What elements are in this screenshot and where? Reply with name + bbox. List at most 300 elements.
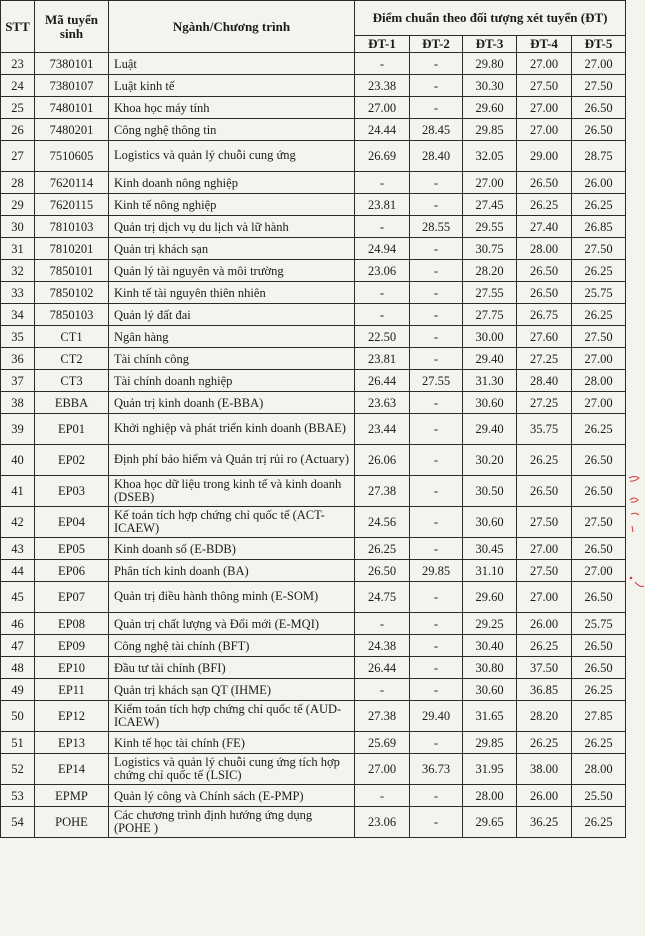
row-score-dt1: - [355, 216, 410, 238]
table-row [1, 507, 626, 538]
row-score-dt3: 29.40 [463, 348, 517, 370]
row-score-dt5: 26.25 [572, 679, 626, 701]
row-score-dt2: - [410, 194, 463, 216]
row-score-dt4: 26.50 [517, 476, 572, 507]
row-score-dt5: 27.00 [572, 348, 626, 370]
row-score-dt3: 31.65 [463, 701, 517, 732]
row-score-dt4: 28.40 [517, 370, 572, 392]
row-score-dt4: 37.50 [517, 657, 572, 679]
row-score-dt3: 29.80 [463, 53, 517, 75]
row-stt: 24 [1, 75, 35, 97]
row-stt: 48 [1, 657, 35, 679]
row-score-dt3: 29.85 [463, 119, 517, 141]
row-score-dt5: 27.50 [572, 507, 626, 538]
table-row [1, 75, 626, 97]
row-score-dt5: 26.25 [572, 807, 626, 838]
row-score-dt2: - [410, 238, 463, 260]
row-score-dt3: 30.60 [463, 507, 517, 538]
row-score-dt4: 38.00 [517, 754, 572, 785]
row-code: EP13 [35, 732, 109, 754]
row-score-dt2: - [410, 538, 463, 560]
row-major-name: Logistics và quản lý chuỗi cung ứng [109, 141, 355, 172]
row-score-dt2: - [410, 326, 463, 348]
row-score-dt4: 36.85 [517, 679, 572, 701]
row-score-dt4: 27.50 [517, 75, 572, 97]
row-score-dt3: 30.20 [463, 445, 517, 476]
row-stt: 52 [1, 754, 35, 785]
table-row [1, 807, 626, 838]
row-score-dt4: 27.60 [517, 326, 572, 348]
row-score-dt1: 26.06 [355, 445, 410, 476]
row-major-name: Quản trị kinh doanh (E-BBA) [109, 392, 355, 414]
row-major-name: Khoa học máy tính [109, 97, 355, 119]
row-score-dt2: - [410, 445, 463, 476]
row-major-name: Ngân hàng [109, 326, 355, 348]
row-code: 7810103 [35, 216, 109, 238]
row-major-name: Quản lý tài nguyên và môi trường [109, 260, 355, 282]
table-row [1, 445, 626, 476]
row-code: 7850103 [35, 304, 109, 326]
row-score-dt2: 29.85 [410, 560, 463, 582]
row-stt: 29 [1, 194, 35, 216]
row-score-dt5: 26.25 [572, 260, 626, 282]
row-score-dt2: - [410, 785, 463, 807]
row-major-name: Tài chính công [109, 348, 355, 370]
row-score-dt5: 28.00 [572, 754, 626, 785]
header-stt: STT [1, 1, 35, 53]
table-row [1, 172, 626, 194]
row-score-dt2: - [410, 476, 463, 507]
row-code: 7380107 [35, 75, 109, 97]
row-score-dt3: 29.60 [463, 97, 517, 119]
row-major-name: Kinh doanh nông nghiệp [109, 172, 355, 194]
row-score-dt1: 23.81 [355, 194, 410, 216]
row-score-dt5: 26.50 [572, 445, 626, 476]
row-score-dt5: 27.50 [572, 75, 626, 97]
row-major-name: Công nghệ tài chính (BFT) [109, 635, 355, 657]
row-score-dt1: 26.50 [355, 560, 410, 582]
row-stt: 33 [1, 282, 35, 304]
row-score-dt4: 26.50 [517, 260, 572, 282]
row-score-dt4: 28.00 [517, 238, 572, 260]
table-row [1, 754, 626, 785]
row-score-dt1: 24.94 [355, 238, 410, 260]
table-row [1, 785, 626, 807]
row-major-name: Định phí bảo hiểm và Quản trị rủi ro (Actuary) [109, 445, 355, 476]
row-code: 7850102 [35, 282, 109, 304]
table-row [1, 582, 626, 613]
table-row [1, 348, 626, 370]
row-stt: 41 [1, 476, 35, 507]
row-code: 7620115 [35, 194, 109, 216]
row-code: 7510605 [35, 141, 109, 172]
row-score-dt4: 29.00 [517, 141, 572, 172]
row-stt: 23 [1, 53, 35, 75]
row-score-dt3: 27.75 [463, 304, 517, 326]
row-score-dt4: 27.50 [517, 560, 572, 582]
row-code: EP07 [35, 582, 109, 613]
row-score-dt4: 27.25 [517, 392, 572, 414]
table-row [1, 613, 626, 635]
row-score-dt2: 28.45 [410, 119, 463, 141]
row-code: 7620114 [35, 172, 109, 194]
row-score-dt5: 25.50 [572, 785, 626, 807]
row-score-dt5: 26.50 [572, 538, 626, 560]
row-score-dt3: 29.65 [463, 807, 517, 838]
row-score-dt3: 28.00 [463, 785, 517, 807]
row-score-dt3: 30.40 [463, 635, 517, 657]
row-major-name: Quản lý đất đai [109, 304, 355, 326]
table-row [1, 392, 626, 414]
row-stt: 53 [1, 785, 35, 807]
row-score-dt4: 27.00 [517, 538, 572, 560]
row-score-dt3: 31.10 [463, 560, 517, 582]
row-stt: 46 [1, 613, 35, 635]
table-row [1, 282, 626, 304]
row-score-dt4: 26.50 [517, 282, 572, 304]
row-score-dt4: 27.50 [517, 507, 572, 538]
row-score-dt1: - [355, 304, 410, 326]
row-code: EP14 [35, 754, 109, 785]
row-score-dt2: - [410, 53, 463, 75]
row-score-dt5: 27.00 [572, 53, 626, 75]
table-row [1, 701, 626, 732]
row-score-dt2: - [410, 304, 463, 326]
header-dt2: ĐT-2 [410, 36, 463, 53]
row-score-dt5: 26.50 [572, 635, 626, 657]
table-row [1, 679, 626, 701]
row-code: EP10 [35, 657, 109, 679]
row-stt: 38 [1, 392, 35, 414]
table-row [1, 141, 626, 172]
row-code: 7810201 [35, 238, 109, 260]
row-score-dt1: - [355, 613, 410, 635]
row-score-dt5: 26.25 [572, 414, 626, 445]
row-score-dt5: 26.50 [572, 119, 626, 141]
row-score-dt3: 30.30 [463, 75, 517, 97]
row-score-dt1: 27.38 [355, 701, 410, 732]
row-score-dt1: 24.56 [355, 507, 410, 538]
row-score-dt5: 26.50 [572, 97, 626, 119]
row-stt: 47 [1, 635, 35, 657]
table-row [1, 326, 626, 348]
row-score-dt3: 29.85 [463, 732, 517, 754]
row-score-dt4: 27.00 [517, 119, 572, 141]
row-score-dt1: 27.00 [355, 97, 410, 119]
row-stt: 26 [1, 119, 35, 141]
row-score-dt5: 26.00 [572, 172, 626, 194]
row-code: EP06 [35, 560, 109, 582]
row-score-dt1: 24.75 [355, 582, 410, 613]
row-major-name: Logistics và quản lý chuỗi cung ứng tích hợp chứng chỉ quốc tế (LSIC) [109, 754, 355, 785]
header-code: Mã tuyển sinh [35, 1, 109, 53]
header-dt3: ĐT-3 [463, 36, 517, 53]
row-score-dt4: 26.50 [517, 172, 572, 194]
row-score-dt5: 27.00 [572, 392, 626, 414]
table-row [1, 560, 626, 582]
row-score-dt2: - [410, 260, 463, 282]
row-stt: 51 [1, 732, 35, 754]
row-score-dt2: - [410, 172, 463, 194]
row-score-dt5: 26.50 [572, 582, 626, 613]
row-stt: 25 [1, 97, 35, 119]
row-score-dt3: 30.60 [463, 392, 517, 414]
row-score-dt2: - [410, 414, 463, 445]
row-score-dt3: 28.20 [463, 260, 517, 282]
row-stt: 34 [1, 304, 35, 326]
row-stt: 35 [1, 326, 35, 348]
row-score-dt1: - [355, 53, 410, 75]
row-score-dt2: - [410, 97, 463, 119]
header-row [1, 1, 626, 36]
row-major-name: Phân tích kinh doanh (BA) [109, 560, 355, 582]
row-score-dt5: 25.75 [572, 613, 626, 635]
row-score-dt5: 26.25 [572, 194, 626, 216]
row-code: EP03 [35, 476, 109, 507]
header-score-group: Điểm chuẩn theo đối tượng xét tuyển (ĐT) [355, 1, 626, 36]
row-code: POHE [35, 807, 109, 838]
row-stt: 28 [1, 172, 35, 194]
row-score-dt1: 22.50 [355, 326, 410, 348]
row-score-dt1: 26.25 [355, 538, 410, 560]
row-score-dt4: 27.00 [517, 53, 572, 75]
row-score-dt2: - [410, 348, 463, 370]
row-score-dt5: 28.75 [572, 141, 626, 172]
row-score-dt1: 23.81 [355, 348, 410, 370]
table-row [1, 260, 626, 282]
row-score-dt4: 26.25 [517, 635, 572, 657]
row-major-name: Quản trị chất lượng và Đổi mới (E-MQI) [109, 613, 355, 635]
row-code: 7480101 [35, 97, 109, 119]
row-stt: 49 [1, 679, 35, 701]
row-score-dt4: 27.00 [517, 582, 572, 613]
row-score-dt4: 26.25 [517, 732, 572, 754]
row-code: 7380101 [35, 53, 109, 75]
row-score-dt4: 36.25 [517, 807, 572, 838]
row-score-dt5: 27.85 [572, 701, 626, 732]
table-row [1, 304, 626, 326]
row-score-dt4: 26.00 [517, 613, 572, 635]
row-score-dt2: - [410, 679, 463, 701]
table-row [1, 538, 626, 560]
row-code: EP05 [35, 538, 109, 560]
row-score-dt3: 29.60 [463, 582, 517, 613]
row-score-dt2: - [410, 582, 463, 613]
row-score-dt2: 27.55 [410, 370, 463, 392]
row-score-dt3: 32.05 [463, 141, 517, 172]
row-stt: 54 [1, 807, 35, 838]
row-score-dt5: 26.25 [572, 732, 626, 754]
row-score-dt1: 26.69 [355, 141, 410, 172]
row-major-name: Khoa học dữ liệu trong kinh tế và kinh doanh (DSEB) [109, 476, 355, 507]
row-stt: 30 [1, 216, 35, 238]
row-score-dt3: 27.45 [463, 194, 517, 216]
row-score-dt5: 27.50 [572, 326, 626, 348]
table-row [1, 414, 626, 445]
row-score-dt1: - [355, 282, 410, 304]
row-score-dt5: 27.00 [572, 560, 626, 582]
row-stt: 39 [1, 414, 35, 445]
table-row [1, 732, 626, 754]
row-score-dt2: 28.55 [410, 216, 463, 238]
row-score-dt4: 27.25 [517, 348, 572, 370]
row-score-dt3: 30.75 [463, 238, 517, 260]
row-code: 7850101 [35, 260, 109, 282]
row-major-name: Quản trị điều hành thông minh (E-SOM) [109, 582, 355, 613]
row-stt: 32 [1, 260, 35, 282]
row-score-dt1: 23.06 [355, 260, 410, 282]
row-score-dt1: 27.00 [355, 754, 410, 785]
row-major-name: Kinh tế tài nguyên thiên nhiên [109, 282, 355, 304]
table-row [1, 238, 626, 260]
row-major-name: Công nghệ thông tin [109, 119, 355, 141]
row-score-dt4: 35.75 [517, 414, 572, 445]
row-code: EPMP [35, 785, 109, 807]
row-score-dt3: 29.55 [463, 216, 517, 238]
row-score-dt3: 29.25 [463, 613, 517, 635]
table-row [1, 216, 626, 238]
row-code: CT1 [35, 326, 109, 348]
header-dt5: ĐT-5 [572, 36, 626, 53]
row-code: EBBA [35, 392, 109, 414]
header-major: Ngành/Chương trình [109, 1, 355, 53]
table-body [1, 53, 626, 838]
row-score-dt5: 27.50 [572, 238, 626, 260]
row-score-dt4: 26.75 [517, 304, 572, 326]
row-score-dt5: 28.00 [572, 370, 626, 392]
row-score-dt3: 29.40 [463, 414, 517, 445]
row-score-dt2: 29.40 [410, 701, 463, 732]
row-score-dt1: 27.38 [355, 476, 410, 507]
row-score-dt1: 26.44 [355, 657, 410, 679]
row-score-dt2: 36.73 [410, 754, 463, 785]
row-stt: 45 [1, 582, 35, 613]
handwritten-red-marks [627, 470, 645, 610]
row-score-dt5: 26.50 [572, 476, 626, 507]
row-score-dt3: 27.00 [463, 172, 517, 194]
row-major-name: Luật [109, 53, 355, 75]
row-score-dt4: 26.25 [517, 194, 572, 216]
row-score-dt3: 30.80 [463, 657, 517, 679]
row-stt: 27 [1, 141, 35, 172]
row-score-dt2: - [410, 613, 463, 635]
row-code: EP09 [35, 635, 109, 657]
row-score-dt2: - [410, 282, 463, 304]
row-score-dt2: - [410, 507, 463, 538]
row-major-name: Quản trị dịch vụ du lịch và lữ hành [109, 216, 355, 238]
row-score-dt5: 26.50 [572, 657, 626, 679]
row-code: CT3 [35, 370, 109, 392]
row-major-name: Đầu tư tài chính (BFI) [109, 657, 355, 679]
row-score-dt2: - [410, 75, 463, 97]
row-stt: 50 [1, 701, 35, 732]
row-score-dt1: 24.38 [355, 635, 410, 657]
row-score-dt4: 26.25 [517, 445, 572, 476]
row-stt: 44 [1, 560, 35, 582]
row-stt: 42 [1, 507, 35, 538]
row-score-dt1: - [355, 172, 410, 194]
row-score-dt1: 23.38 [355, 75, 410, 97]
row-major-name: Kinh tế học tài chính (FE) [109, 732, 355, 754]
row-stt: 40 [1, 445, 35, 476]
header-dt1: ĐT-1 [355, 36, 410, 53]
row-score-dt4: 26.00 [517, 785, 572, 807]
row-score-dt1: 25.69 [355, 732, 410, 754]
row-score-dt4: 27.40 [517, 216, 572, 238]
row-major-name: Kinh doanh số (E-BDB) [109, 538, 355, 560]
row-major-name: Kinh tế nông nghiệp [109, 194, 355, 216]
row-score-dt2: - [410, 635, 463, 657]
row-stt: 43 [1, 538, 35, 560]
row-score-dt2: - [410, 657, 463, 679]
row-score-dt4: 27.00 [517, 97, 572, 119]
row-score-dt5: 25.75 [572, 282, 626, 304]
row-major-name: Kế toán tích hợp chứng chỉ quốc tế (ACT-ICAEW) [109, 507, 355, 538]
table-row [1, 370, 626, 392]
table-row [1, 476, 626, 507]
row-code: EP12 [35, 701, 109, 732]
row-score-dt1: - [355, 679, 410, 701]
row-major-name: Khởi nghiệp và phát triển kinh doanh (BBAE) [109, 414, 355, 445]
row-score-dt3: 30.50 [463, 476, 517, 507]
row-code: EP04 [35, 507, 109, 538]
row-score-dt2: 28.40 [410, 141, 463, 172]
row-score-dt3: 30.60 [463, 679, 517, 701]
row-score-dt1: 23.44 [355, 414, 410, 445]
row-score-dt3: 31.30 [463, 370, 517, 392]
table-row [1, 635, 626, 657]
row-score-dt5: 26.25 [572, 304, 626, 326]
table-row [1, 657, 626, 679]
table-row [1, 53, 626, 75]
row-score-dt3: 30.45 [463, 538, 517, 560]
row-code: EP08 [35, 613, 109, 635]
row-score-dt4: 28.20 [517, 701, 572, 732]
row-major-name: Các chương trình định hướng ứng dụng (POHE ) [109, 807, 355, 838]
row-code: EP11 [35, 679, 109, 701]
row-score-dt3: 27.55 [463, 282, 517, 304]
row-stt: 37 [1, 370, 35, 392]
table-row [1, 119, 626, 141]
row-major-name: Quản trị khách sạn [109, 238, 355, 260]
header-dt4: ĐT-4 [517, 36, 572, 53]
row-score-dt1: - [355, 785, 410, 807]
row-score-dt5: 26.85 [572, 216, 626, 238]
row-score-dt1: 23.63 [355, 392, 410, 414]
row-score-dt2: - [410, 807, 463, 838]
row-major-name: Kiểm toán tích hợp chứng chỉ quốc tế (AUD-ICAEW) [109, 701, 355, 732]
row-major-name: Quản trị khách sạn QT (IHME) [109, 679, 355, 701]
row-code: 7480201 [35, 119, 109, 141]
row-score-dt3: 30.00 [463, 326, 517, 348]
row-score-dt1: 23.06 [355, 807, 410, 838]
row-stt: 36 [1, 348, 35, 370]
row-stt: 31 [1, 238, 35, 260]
row-major-name: Tài chính doanh nghiệp [109, 370, 355, 392]
row-major-name: Luật kinh tế [109, 75, 355, 97]
row-score-dt1: 26.44 [355, 370, 410, 392]
row-code: CT2 [35, 348, 109, 370]
table-row [1, 194, 626, 216]
row-score-dt2: - [410, 732, 463, 754]
row-score-dt3: 31.95 [463, 754, 517, 785]
row-code: EP01 [35, 414, 109, 445]
row-code: EP02 [35, 445, 109, 476]
table-row [1, 97, 626, 119]
row-score-dt2: - [410, 392, 463, 414]
row-major-name: Quản lý công và Chính sách (E-PMP) [109, 785, 355, 807]
row-score-dt1: 24.44 [355, 119, 410, 141]
